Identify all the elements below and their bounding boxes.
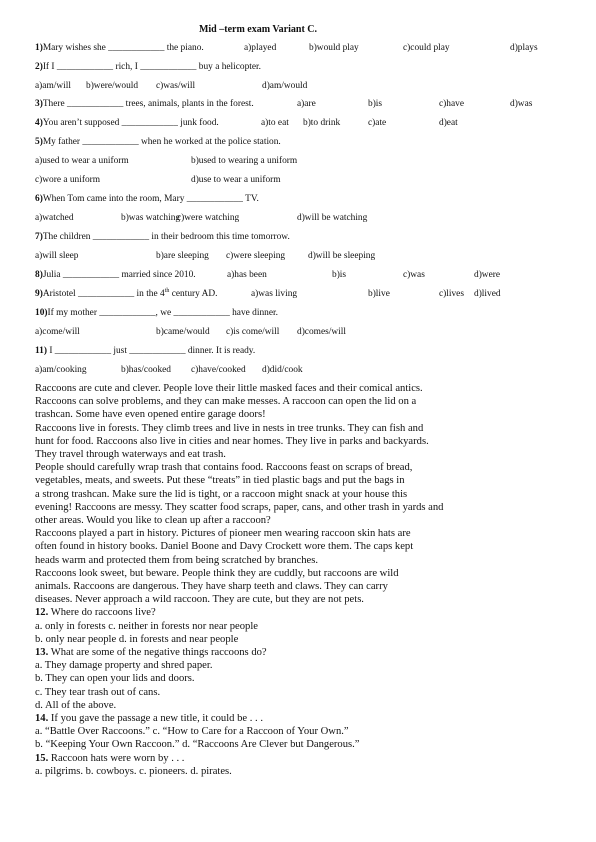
question-14-options-2[interactable]: b. “Keeping Your Own Raccoon.” d. “Raccoons Are Clever but Dangerous.”: [35, 739, 360, 751]
option-c[interactable]: c)have/cooked: [191, 365, 246, 375]
option-a[interactable]: a)are: [297, 99, 316, 109]
option-a[interactable]: a)to eat: [261, 118, 289, 128]
option-a[interactable]: a)come/will: [35, 327, 80, 337]
passage-line: Raccoons are cute and clever. People love their little masked faces and their comical antics.: [35, 383, 423, 394]
option-d[interactable]: d)lived: [474, 289, 501, 299]
passage-line: trashcan. Some have even opened entire garage doors!: [35, 409, 266, 421]
question-14-options-1[interactable]: a. “Battle Over Raccoons.” c. “How to Care for a Raccoon of Your Own.”: [35, 726, 349, 738]
question-15: 15. Raccoon hats were worn by . . .: [35, 752, 185, 764]
option-d[interactable]: d)eat: [439, 118, 458, 128]
option-b[interactable]: b)would play: [309, 43, 359, 53]
option-c[interactable]: c)were watching: [177, 213, 240, 223]
passage-line: People should carefully wrap trash that contains food. Raccoons feast on scraps of bread,: [35, 462, 413, 474]
question-10: 10)If my mother ____________, we ____________ have dinner.: [35, 308, 278, 318]
option-b[interactable]: b)used to wearing a uniform: [191, 156, 298, 166]
option-b[interactable]: b)came/would: [156, 327, 210, 337]
option-a[interactable]: a)used to wear a uniform: [35, 156, 129, 166]
question-6-options: [35, 211, 575, 225]
passage-line: hunt for food. Raccoons also live in cities and near homes. They live in parks and backyards.: [35, 435, 429, 447]
question-13: 13. What are some of the negative things raccoons do?: [35, 647, 267, 659]
option-b[interactable]: b)to drink: [303, 118, 341, 128]
option-a[interactable]: a)was living: [251, 289, 298, 299]
passage-line: Raccoons look sweet, but beware. People think they are cuddly, but raccoons are wild: [35, 567, 399, 579]
question-6: 6)When Tom came into the room, Mary ____________ TV.: [35, 194, 259, 204]
passage-line: Raccoons can solve problems, and they can make messes. A raccoon can open the lid on a: [35, 396, 417, 408]
question-10-options: [35, 325, 575, 339]
option-b[interactable]: b)are sleeping: [156, 251, 209, 261]
passage-line: a strong trashcan. Make sure the lid is tight, or a raccoon might snack at your house this: [35, 488, 408, 500]
option-a[interactable]: a)has been: [227, 270, 267, 280]
option-c[interactable]: c)lives: [439, 289, 464, 299]
question-5: 5)My father ____________ when he worked at the police station.: [35, 137, 281, 147]
option-d[interactable]: d)plays: [510, 43, 538, 53]
question-8: 8)Julia ____________ married since 2010. a)has been b)is c)was d)were: [35, 270, 501, 280]
question-4: 4)You aren’t supposed ____________ junk food. a)to eat b)to drink c)ate d)eat: [35, 118, 458, 128]
passage-line: heads warm and protected them from being scratched by branches.: [35, 554, 318, 566]
question-15-options[interactable]: a. pilgrims. b. cowboys. c. pioneers. d. pirates.: [35, 765, 232, 777]
passage-line: Raccoons live in forests. They climb trees and live in nests in tree trunks. They can fish and: [35, 422, 424, 434]
option-c[interactable]: c)wore a uniform: [35, 175, 101, 185]
option-a[interactable]: a)watched: [35, 213, 74, 223]
question-13-option-d[interactable]: d. All of the above.: [35, 699, 117, 711]
option-b[interactable]: b)has/cooked: [121, 365, 171, 375]
option-b[interactable]: b)is: [368, 99, 383, 109]
page-title: Mid –term exam Variant C.: [198, 24, 318, 35]
passage-line: often found in history books. Daniel Boone and Davy Crockett wore them. The caps kept: [35, 541, 414, 553]
question-11: 11) I ____________ just ____________ dinner. It is ready.: [35, 346, 256, 356]
option-a[interactable]: a)played: [244, 43, 277, 53]
option-d[interactable]: d)were: [474, 270, 501, 280]
passage-line: other areas. Would you like to clean up after a raccoon?: [35, 515, 271, 527]
option-c[interactable]: c)were sleeping: [226, 251, 286, 261]
question-1: 1)Mary wishes she ____________ the piano. a)played b)would play c)could play d)plays: [35, 43, 538, 53]
question-2: 2)If I ____________ rich, I ____________ buy a helicopter.: [35, 62, 262, 72]
question-13-option-a[interactable]: a. They damage property and shred paper.: [35, 660, 213, 672]
question-13-option-b[interactable]: b. They can open your lids and doors.: [35, 673, 195, 685]
option-d[interactable]: d)was: [510, 99, 533, 109]
question-13-option-c[interactable]: c. They tear trash out of cans.: [35, 686, 161, 698]
question-11-options: [35, 363, 575, 377]
question-3: 3)There ____________ trees, animals, plants in the forest. a)are b)is c)have d)was: [35, 99, 533, 109]
option-d[interactable]: d)will be sleeping: [308, 251, 376, 261]
reading-passage: [35, 382, 565, 778]
option-c[interactable]: c)was/will: [156, 81, 196, 91]
option-d[interactable]: d)will be watching: [297, 213, 368, 223]
question-2-options: [35, 79, 575, 93]
question-7: 7)The children ____________ in their bedroom this time tomorrow.: [35, 232, 290, 242]
passage-line: vegetables, meats, and sweets. Put these “treats” in tied plastic bags and put the bags in: [35, 475, 405, 487]
option-b[interactable]: b)were/would: [86, 81, 139, 91]
option-c[interactable]: c)is come/will: [226, 327, 280, 337]
option-c[interactable]: c)was: [403, 270, 425, 280]
option-a[interactable]: a)am/cooking: [35, 365, 87, 375]
option-d[interactable]: d)am/would: [262, 81, 308, 91]
question-12-options-2[interactable]: b. only near people d. in forests and near people: [35, 633, 239, 645]
passage-line: Raccoons played a part in history. Pictures of pioneer men wearing raccoon skin hats are: [35, 528, 411, 540]
passage-line: evening! Raccoons are messy. They scatter food scraps, paper, cans, and other trash in yards and: [35, 501, 444, 513]
option-a[interactable]: a)will sleep: [35, 251, 79, 261]
option-d[interactable]: d)did/cook: [262, 365, 303, 375]
passage-line: animals. Raccoons are dangerous. They have sharp teeth and claws. They can carry: [35, 581, 388, 593]
option-b[interactable]: b)was watching: [121, 213, 181, 223]
passage-line: They travel through waterways and eat trash.: [35, 449, 226, 461]
question-7-options: [35, 249, 575, 263]
option-d[interactable]: d)use to wear a uniform: [191, 175, 281, 185]
question-12-options-1[interactable]: a. only in forests c. neither in forests nor near people: [35, 620, 258, 632]
question-12: 12. Where do raccoons live?: [35, 607, 156, 619]
option-b[interactable]: b)is: [332, 270, 347, 280]
passage-line: diseases. Never approach a wild raccoon. They are cute, but they are not pets.: [35, 594, 364, 606]
option-c[interactable]: c)could play: [403, 43, 450, 53]
option-a[interactable]: a)am/will: [35, 81, 71, 91]
question-9: 9)Aristotel ____________ in the 4th century AD. a)was living b)live c)lives d)lived: [35, 287, 501, 299]
question-14: 14. If you gave the passage a new title, it could be . . .: [35, 713, 264, 725]
option-b[interactable]: b)live: [368, 289, 390, 299]
option-c[interactable]: c)have: [439, 99, 464, 109]
option-d[interactable]: d)comes/will: [297, 327, 346, 337]
question-5-options-1: [35, 154, 575, 168]
option-c[interactable]: c)ate: [368, 118, 387, 128]
question-5-options-2: [35, 173, 575, 187]
